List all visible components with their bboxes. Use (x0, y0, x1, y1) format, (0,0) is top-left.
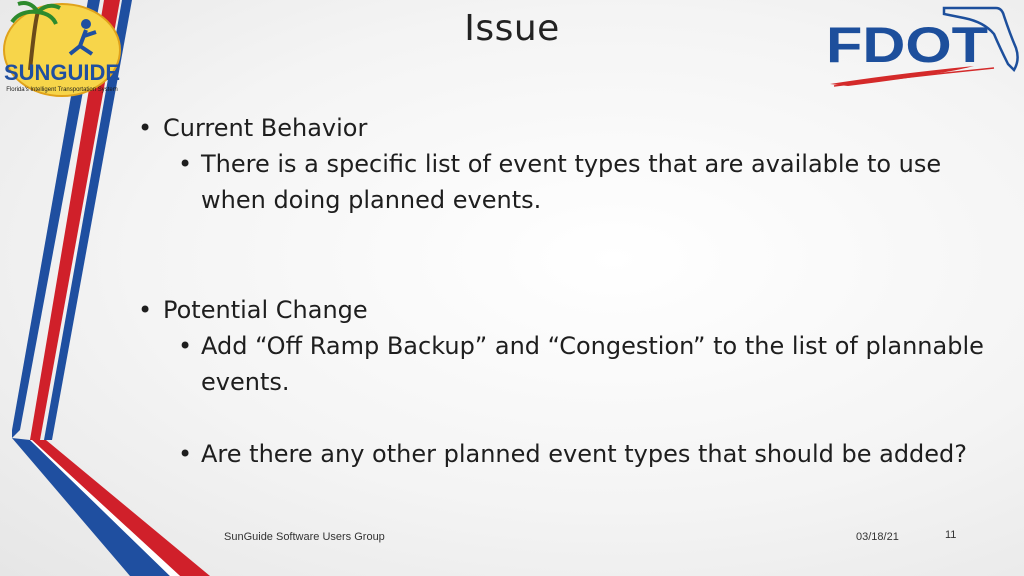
bullet-current-behavior (138, 110, 988, 146)
bullet-current-behavior-detail (138, 146, 988, 218)
footer-date: 03/18/21 (856, 531, 899, 543)
fdot-logo-text: FDOT (826, 17, 988, 73)
sunguide-logo-tagline: Florida's Intelligent Transportation System (6, 87, 118, 93)
fdot-logo (824, 4, 1020, 90)
bullet-potential-change (138, 292, 988, 328)
bullet-other-event-types (138, 436, 988, 472)
slide-number: 11 (945, 529, 957, 541)
bullet-dot: • (138, 114, 153, 142)
bullet-potential-change-detail (138, 328, 988, 400)
text-potential-change-detail: Add “Off Ramp Backup” and “Congestion” to the list of plannable events. (201, 332, 984, 396)
text-other-event-types: Are there any other planned event types that should be added? (201, 440, 968, 468)
slide-body (138, 110, 988, 472)
footer-group-name: SunGuide Software Users Group (224, 531, 385, 543)
bullet-dot: • (138, 296, 153, 324)
bullet-dot: • (178, 440, 193, 468)
heading-potential-change: Potential Change (163, 296, 368, 324)
sunguide-logo-text: SUNGUIDE (3, 60, 121, 85)
bullet-dot: • (178, 332, 193, 360)
text-current-behavior-detail: There is a specific list of event types that are available to use when doing planned events. (201, 150, 942, 214)
slide-title: Issue (464, 8, 560, 49)
heading-current-behavior: Current Behavior (163, 114, 368, 142)
bullet-dot: • (178, 150, 193, 178)
